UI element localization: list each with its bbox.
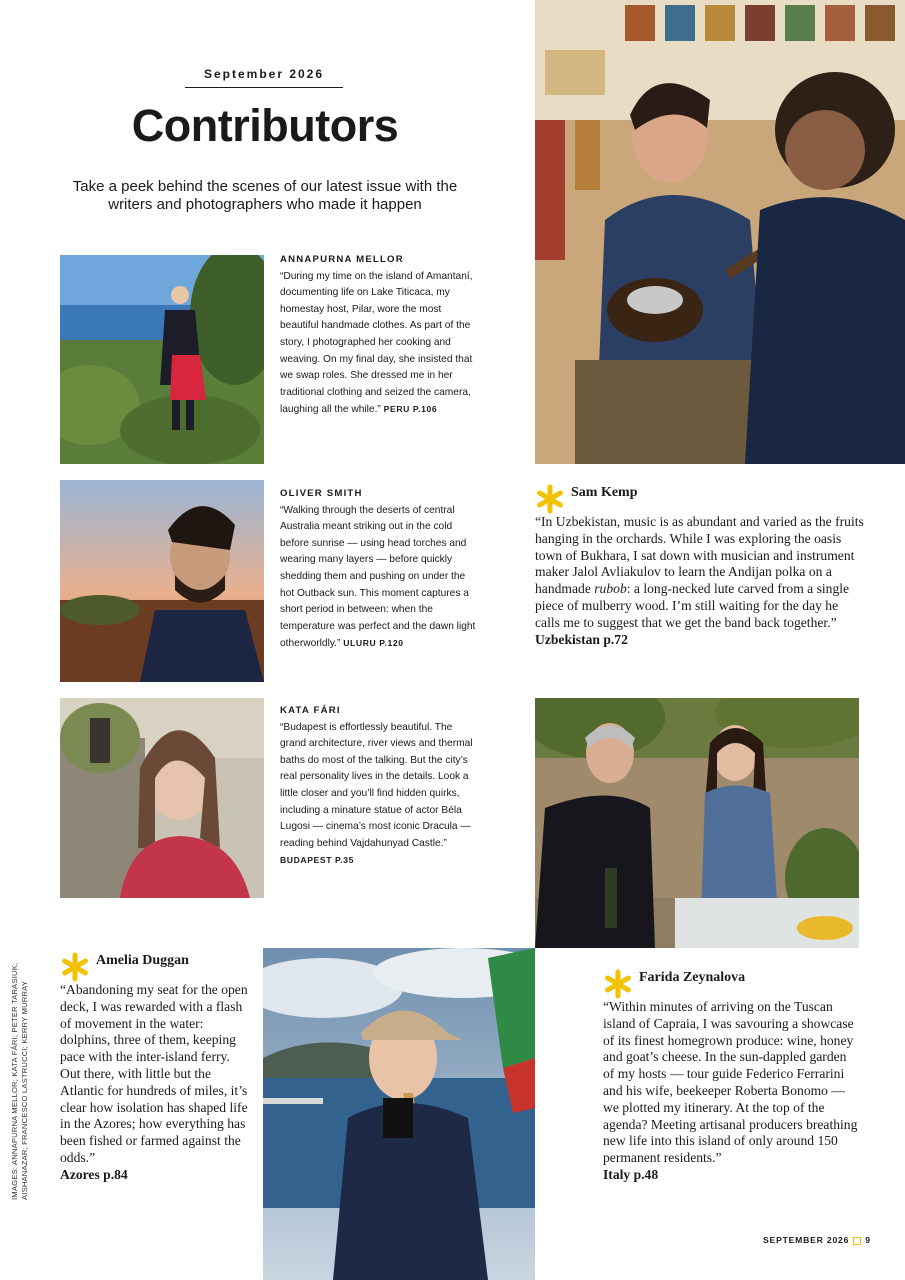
story-reference: BUDAPEST P.35: [280, 855, 355, 866]
feature-name: Sam Kemp: [571, 485, 638, 500]
photo-kata-fari: [60, 698, 264, 898]
page-title: Contributors: [131, 100, 399, 151]
contributor-oliver-smith: [280, 486, 480, 653]
asterisk-icon: [535, 484, 565, 514]
feature-sam-kemp: [535, 484, 865, 648]
asterisk-icon: [60, 952, 90, 982]
photo-oliver-smith: [60, 480, 264, 682]
photo-amelia-duggan: [263, 948, 535, 1280]
contributor-quote: “Budapest is effortlessly beautiful. The grand architecture, river views and thermal baths do most of the talking. But the city’s real personality lives in the details. Look a little closer and you’ll find hidden quirks, including a minature statue of actor Béla Lugosi — cinema’s most iconic Dracula — reading behind Vajdahunyad Castle.”: [280, 721, 473, 849]
feature-name: Farida Zeynalova: [639, 970, 746, 985]
feature-quote-start: “In Uzbekistan, music is as abundant and varied as the fruits hanging in the orchards. While I was exploring the oasis town of Bukhara, I sat down with musician and instrument maker Jalol Avliakulov to learn the Andijan polka on a handmade: [535, 514, 864, 597]
contributor-name: KATA FÁRI: [280, 705, 341, 716]
photo-sam-kemp: [535, 0, 905, 464]
contributor-annapurna-mellor: [280, 252, 480, 419]
feature-quote: “Abandoning my seat for the open deck, I was rewarded with a flash of movement in the water: dolphins, three of them, keeping pace with the inter-island ferry. Out there, with little but the Atlantic for hundreds of miles, it’s clear how isolation has shaped life in the Azores; how everything has been fished or farmed against the odds.”: [60, 982, 248, 1165]
feature-amelia-duggan: [60, 952, 252, 1184]
feature-quote-italic: rubob: [594, 581, 627, 597]
feature-farida-zeynalova: [603, 969, 858, 1184]
feature-name: Amelia Duggan: [96, 953, 189, 968]
contributor-name: OLIVER SMITH: [280, 488, 363, 499]
photo-annapurna-mellor: [60, 255, 264, 464]
folio-issue: SEPTEMBER 2026: [763, 1235, 850, 1245]
contributor-name: ANNAPURNA MELLOR: [280, 254, 404, 265]
contributor-kata-fari: [280, 703, 480, 870]
contributor-quote: “Walking through the deserts of central Australia meant striking out in the cold before sunrise — using head torches and wearing many layers — before quickly shedding them and pushing on under the hot Outback sun. This moment captures a short period in between: when the temperature was perfect and the dawn light otherworldly.”: [280, 504, 476, 650]
story-reference: Italy p.48: [603, 1166, 659, 1182]
page-number: 9: [865, 1235, 871, 1245]
page-folio: [763, 1235, 871, 1245]
folio-square-icon: [853, 1237, 861, 1245]
image-credits: IMAGES: ANNAPURNA MELLOR; KATA FÁRI; PETER TARASIUK; AISHANAZAR; FRANCESCO LASTRUCCI; KERRY MURRAY: [10, 962, 29, 1200]
feature-quote: “Within minutes of arriving on the Tuscan island of Capraia, I was savouring a showcase of its finest homegrown produce: wine, honey and goat’s cheese. In the sun-dappled garden of my hosts — tour guide Federico Ferrarini and his wife, beekeeper Roberta Bonomo — we plotted my itinerary. At the top of the agenda? Meeting artisanal producers breathing new life into this island of only around 150 permanent residents.”: [603, 999, 858, 1166]
story-reference: Azores p.84: [60, 1166, 128, 1182]
contributor-quote: “During my time on the island of Amantaní, documenting life on Lake Titicaca, my homestay host, Pilar, wore the most beautiful handmade clothes. As part of the story, I photographed her cooking and weaving. On my final day, she insisted that we swap roles. She dressed me in her traditional clothing and seized the camera, laughing all the while.”: [280, 270, 473, 416]
story-reference: Uzbekistan p.72: [535, 631, 628, 647]
asterisk-icon: [603, 969, 633, 999]
story-reference: ULURU P.120: [343, 638, 404, 649]
feature-quote-end: : a long-necked lute carved from a single piece of mulberry wood. I’m still waiting for the day he calls me to suggest that we get the band back together.”: [535, 581, 850, 630]
photo-farida-zeynalova: [535, 698, 859, 948]
issue-date: September 2026: [185, 67, 343, 88]
story-reference: PERU P.106: [383, 404, 438, 415]
intro-text: Take a peek behind the scenes of our latest issue with the writers and photographers who made it happen: [72, 178, 458, 213]
